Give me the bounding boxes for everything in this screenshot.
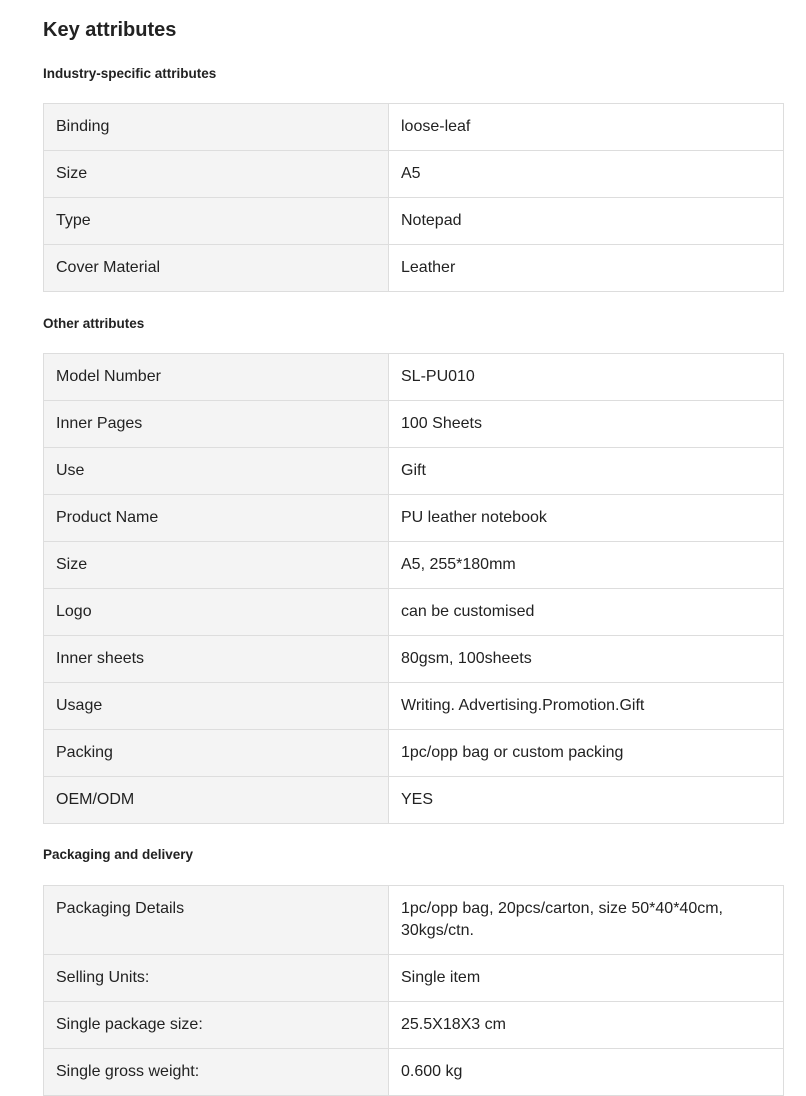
attribute-value: 1pc/opp bag, 20pcs/carton, size 50*40*40cm, 30kgs/ctn. bbox=[389, 886, 784, 955]
attribute-label: Size bbox=[44, 542, 389, 589]
attribute-value: loose-leaf bbox=[389, 104, 784, 151]
attribute-label: Use bbox=[44, 448, 389, 495]
attribute-label: Usage bbox=[44, 683, 389, 730]
table-row bbox=[44, 401, 784, 448]
table-row bbox=[44, 448, 784, 495]
attribute-label: Cover Material bbox=[44, 245, 389, 292]
attribute-label: Product Name bbox=[44, 495, 389, 542]
page-title: Key attributes bbox=[43, 19, 177, 41]
attribute-value: 25.5X18X3 cm bbox=[389, 1002, 784, 1049]
table-row bbox=[44, 886, 784, 955]
table-row bbox=[44, 198, 784, 245]
attribute-value: PU leather notebook bbox=[389, 495, 784, 542]
attribute-label: Selling Units: bbox=[44, 955, 389, 1002]
table-row bbox=[44, 955, 784, 1002]
attribute-label: Inner Pages bbox=[44, 401, 389, 448]
table-row bbox=[44, 245, 784, 292]
attribute-value: Single item bbox=[389, 955, 784, 1002]
industry-attributes-table bbox=[43, 103, 784, 292]
table-row bbox=[44, 495, 784, 542]
attribute-value: can be customised bbox=[389, 589, 784, 636]
table-row bbox=[44, 151, 784, 198]
attribute-value: Leather bbox=[389, 245, 784, 292]
attribute-value: Notepad bbox=[389, 198, 784, 245]
attribute-label: Size bbox=[44, 151, 389, 198]
attribute-label: Single gross weight: bbox=[44, 1049, 389, 1096]
table-row bbox=[44, 589, 784, 636]
attribute-value: SL-PU010 bbox=[389, 354, 784, 401]
attribute-value: A5, 255*180mm bbox=[389, 542, 784, 589]
table-row bbox=[44, 104, 784, 151]
attribute-value: 1pc/opp bag or custom packing bbox=[389, 730, 784, 777]
attribute-value: 80gsm, 100sheets bbox=[389, 636, 784, 683]
attribute-value: A5 bbox=[389, 151, 784, 198]
attribute-label: Model Number bbox=[44, 354, 389, 401]
table-row bbox=[44, 1002, 784, 1049]
table-row bbox=[44, 636, 784, 683]
attribute-value: YES bbox=[389, 777, 784, 824]
attribute-label: Packing bbox=[44, 730, 389, 777]
section-title-industry-specific: Industry-specific attributes bbox=[43, 66, 217, 81]
other-attributes-table bbox=[43, 353, 784, 824]
attribute-value: 100 Sheets bbox=[389, 401, 784, 448]
attribute-label: Inner sheets bbox=[44, 636, 389, 683]
table-row bbox=[44, 1049, 784, 1096]
table-row bbox=[44, 777, 784, 824]
attribute-value: Gift bbox=[389, 448, 784, 495]
table-row bbox=[44, 683, 784, 730]
table-row bbox=[44, 730, 784, 777]
attribute-label: Binding bbox=[44, 104, 389, 151]
attribute-value: 0.600 kg bbox=[389, 1049, 784, 1096]
attribute-value: Writing. Advertising.Promotion.Gift bbox=[389, 683, 784, 730]
section-title-packaging-delivery: Packaging and delivery bbox=[43, 847, 194, 862]
key-attributes-panel bbox=[43, 0, 784, 1096]
section-title-other-attributes: Other attributes bbox=[43, 316, 145, 331]
attribute-label: Type bbox=[44, 198, 389, 245]
attribute-label: Single package size: bbox=[44, 1002, 389, 1049]
table-row bbox=[44, 354, 784, 401]
table-row bbox=[44, 542, 784, 589]
attribute-label: OEM/ODM bbox=[44, 777, 389, 824]
attribute-label: Logo bbox=[44, 589, 389, 636]
attribute-label: Packaging Details bbox=[44, 886, 389, 955]
packaging-delivery-table bbox=[43, 885, 784, 1096]
